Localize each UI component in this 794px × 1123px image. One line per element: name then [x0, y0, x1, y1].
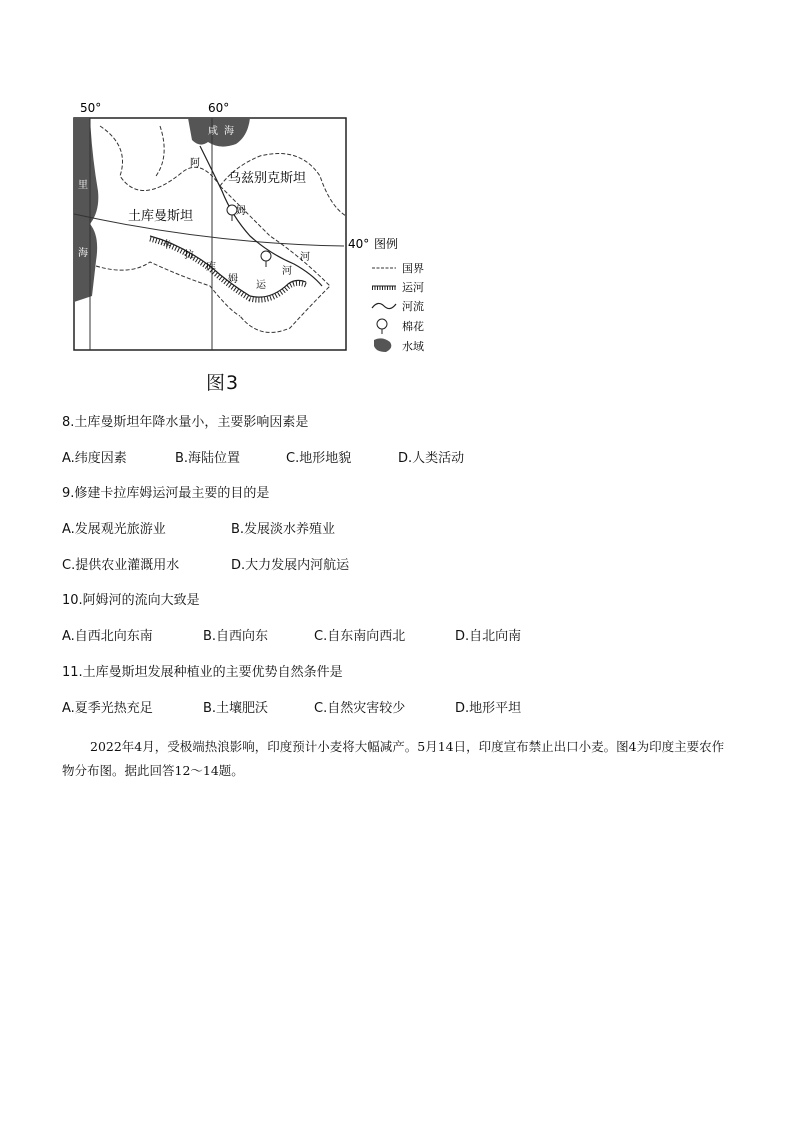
legend-item-canal: 运河	[402, 281, 424, 294]
aral-sea-label: 咸	[208, 126, 218, 137]
intro-paragraph: 2022年4月，受极端热浪影响，印度预计小麦将大幅减产。5月14日，印度宣布禁止出口小麦。图4为印度主要农作物分布图。据此回答12～14题。	[62, 739, 725, 778]
option-11d: D.地形平坦	[455, 701, 522, 716]
option-8d: D.人类活动	[398, 451, 465, 466]
country-label-turkmenistan: 土库曼斯坦	[128, 209, 194, 224]
figure-caption: 图3	[206, 372, 240, 394]
option-11a: A.夏季光热充足	[62, 701, 153, 716]
option-11b: B.土壤肥沃	[203, 701, 269, 716]
parallel-40	[74, 214, 344, 246]
legend-title: 图例	[374, 237, 399, 251]
legend-river-symbol	[372, 303, 396, 308]
lon-label-60: 60°	[208, 101, 230, 115]
map-frame	[74, 118, 346, 350]
question-stem-11: 11.土库曼斯坦发展种植业的主要优势自然条件是	[62, 665, 343, 680]
option-9a: A.发展观光旅游业	[62, 522, 166, 537]
canal-label-char: 库	[206, 262, 216, 273]
map-svg	[60, 96, 440, 364]
caspian-sea-water	[74, 118, 98, 302]
legend-item-border: 国界	[402, 262, 424, 275]
legend-item-water: 水域	[402, 340, 424, 353]
question-stem-9: 9.修建卡拉库姆运河最主要的目的是	[62, 486, 270, 501]
lon-label-50: 50°	[80, 101, 102, 115]
amu-darya-river	[200, 146, 322, 286]
option-9d: D.大力发展内河航运	[231, 558, 350, 573]
option-9c: C.提供农业灌溉用水	[62, 558, 180, 573]
option-11c: C.自然灾害较少	[314, 701, 406, 716]
canal-label-char: 河	[282, 266, 292, 277]
canal-label-char: 拉	[184, 250, 194, 261]
question-stem-10: 10.阿姆河的流向大致是	[62, 593, 200, 608]
option-10a: A.自西北向东南	[62, 629, 153, 644]
option-8c: C.地形地貌	[286, 451, 352, 466]
option-9b: B.发展淡水养殖业	[231, 522, 336, 537]
legend-item-river: 河流	[402, 300, 424, 313]
map-figure-3	[60, 96, 440, 364]
cotton-icon	[261, 251, 271, 267]
legend-item-cotton: 棉花	[402, 320, 424, 333]
legend-water-symbol	[374, 338, 391, 352]
canal-label-char: 运	[256, 280, 266, 291]
border-line	[156, 126, 164, 176]
country-label-uzbekistan: 乌兹别克斯坦	[228, 171, 307, 186]
question-stem-8: 8.土库曼斯坦年降水量小，主要影响因素是	[62, 415, 309, 430]
option-10b: B.自西向东	[203, 629, 269, 644]
caspian-sea-label: 里	[78, 180, 88, 191]
canal-label-char: 姆	[228, 274, 238, 285]
canal-label-char: 卡	[162, 240, 172, 251]
aral-sea-water	[188, 118, 250, 147]
river-label-char: 姆	[236, 206, 246, 217]
map-legend	[372, 236, 424, 353]
river-label-char: 河	[300, 252, 310, 263]
option-8b: B.海陆位置	[175, 451, 241, 466]
border-line	[96, 262, 240, 316]
option-10d: D.自北向南	[455, 629, 522, 644]
option-8a: A.纬度因素	[62, 451, 127, 466]
aral-sea-label: 海	[224, 126, 234, 137]
lat-label-40: 40°	[348, 237, 370, 251]
legend-cotton-icon	[377, 319, 387, 334]
caspian-sea-label: 海	[78, 248, 88, 259]
river-label-char: 阿	[190, 158, 200, 169]
option-10c: C.自东南向西北	[314, 629, 406, 644]
